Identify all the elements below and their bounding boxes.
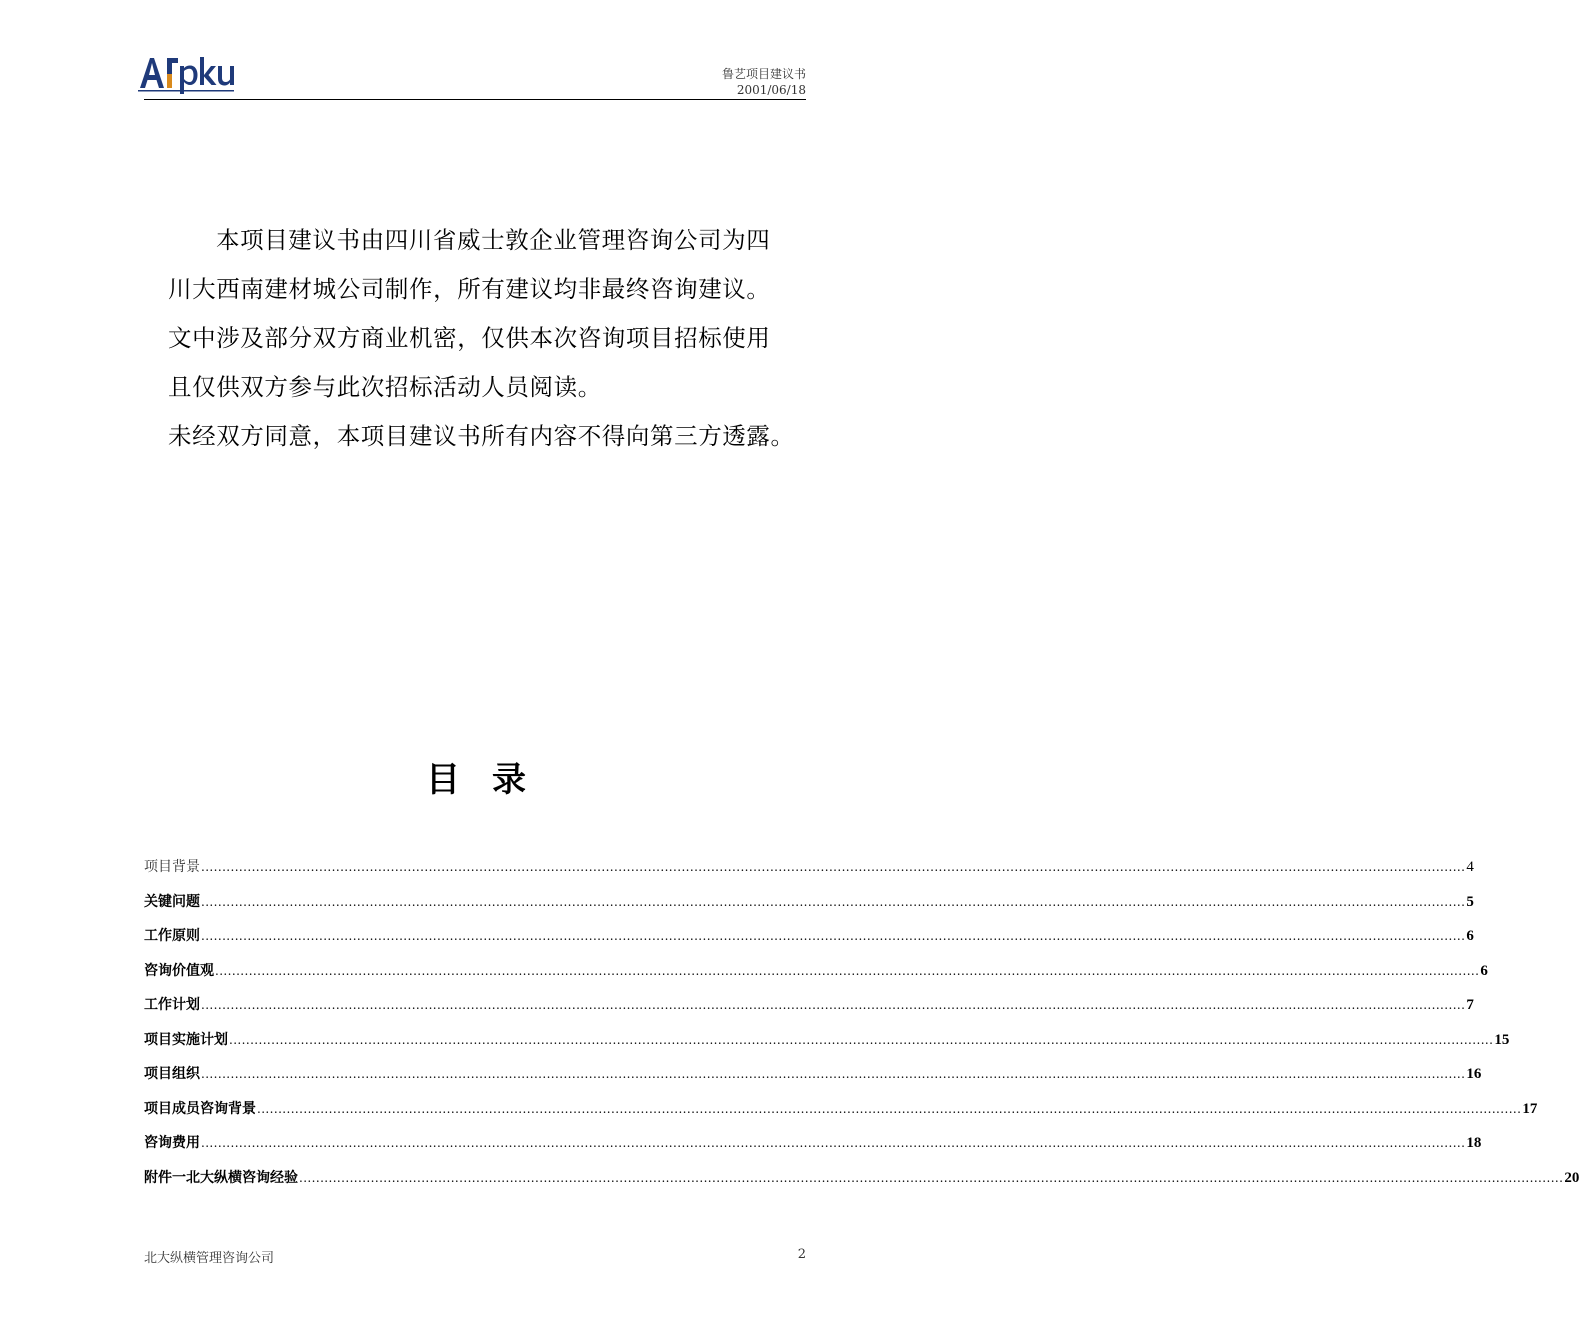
toc-leader-dots: ............................................................................................................................................................................................................................................................................................................ [299,1170,1564,1185]
toc-entry-label: 项目实施计划 [144,1031,228,1048]
statement-line: 文中涉及部分双方商业机密，仅供本次咨询项目招标使用 [168,324,771,352]
toc-leader-dots: ............................................................................................................................................................................................................................................................................................................ [201,860,1466,874]
toc-entry-label: 关键问题 [144,893,200,910]
toc-entry[interactable] [144,1167,1579,1202]
toc-entry[interactable] [144,891,1474,926]
toc-entry-page: 16 [1466,1066,1482,1082]
statement-line: 川大西南建材城公司制作，所有建议均非最终咨询建议。 [168,275,771,303]
statement-line: 且仅供双方参与此次招标活动人员阅读。 [168,373,602,401]
toc-entry-label: 咨询费用 [144,1135,200,1151]
toc-entry-page: 6 [1466,928,1474,944]
toc-entry-page: 7 [1466,997,1474,1013]
table-of-contents [144,856,1579,1201]
statement-line: 未经双方同意，本项目建议书所有内容不得向第三方透露。 [168,422,795,450]
header-divider [144,99,806,100]
confidentiality-statement [168,216,828,461]
footer-company: 北大纵横管理咨询公司 [144,1251,275,1266]
toc-entry-page: 6 [1480,962,1488,979]
toc-entry[interactable] [144,925,1474,960]
toc-entry-page: 17 [1522,1100,1538,1117]
document-title: 鲁艺项目建议书 [721,67,806,81]
footer-page-number: 2 [797,1247,806,1262]
toc-entry[interactable] [144,960,1488,995]
toc-entry[interactable] [144,1063,1482,1098]
header-info [722,66,806,98]
toc-leader-dots: ............................................................................................................................................................................................................................................................................................................ [201,929,1466,943]
toc-entry-label: 工作原则 [144,928,200,944]
toc-entry-page: 20 [1564,1169,1579,1186]
toc-entry-label: 咨询价值观 [144,962,214,979]
toc-entry-page: 4 [1466,859,1474,875]
toc-title: 目录 [426,760,558,800]
toc-entry[interactable] [144,1132,1482,1167]
toc-entry[interactable] [144,1098,1538,1133]
toc-entry-label: 项目背景 [144,859,200,875]
toc-entry-page: 15 [1494,1031,1510,1048]
toc-leader-dots: ............................................................................................................................................................................................................................................................................................................ [201,998,1466,1012]
toc-entry[interactable] [144,1029,1510,1064]
toc-leader-dots: ............................................................................................................................................................................................................................................................................................................ [201,1067,1466,1081]
toc-leader-dots: ............................................................................................................................................................................................................................................................................................................ [201,1136,1466,1150]
toc-entry-label: 项目成员咨询背景 [144,1100,256,1117]
toc-entry[interactable] [144,856,1474,891]
toc-entry-page: 18 [1466,1135,1482,1151]
toc-entry-label: 项目组织 [144,1066,200,1082]
toc-leader-dots: ............................................................................................................................................................................................................................................................................................................ [229,1032,1494,1047]
toc-leader-dots: ............................................................................................................................................................................................................................................................................................................ [215,963,1480,978]
toc-entry-page: 5 [1466,893,1474,910]
document-date: 2001/06/18 [736,83,806,97]
toc-leader-dots: ............................................................................................................................................................................................................................................................................................................ [257,1101,1522,1116]
toc-leader-dots: ............................................................................................................................................................................................................................................................................................................ [201,894,1466,909]
toc-entry[interactable] [144,994,1474,1029]
toc-entry-label: 附件一北大纵横咨询经验 [144,1169,298,1186]
toc-entry-label: 工作计划 [144,997,200,1013]
company-logo [138,52,238,98]
statement-line: 本项目建议书由四川省威士敦企业管理咨询公司为四 [216,226,771,254]
